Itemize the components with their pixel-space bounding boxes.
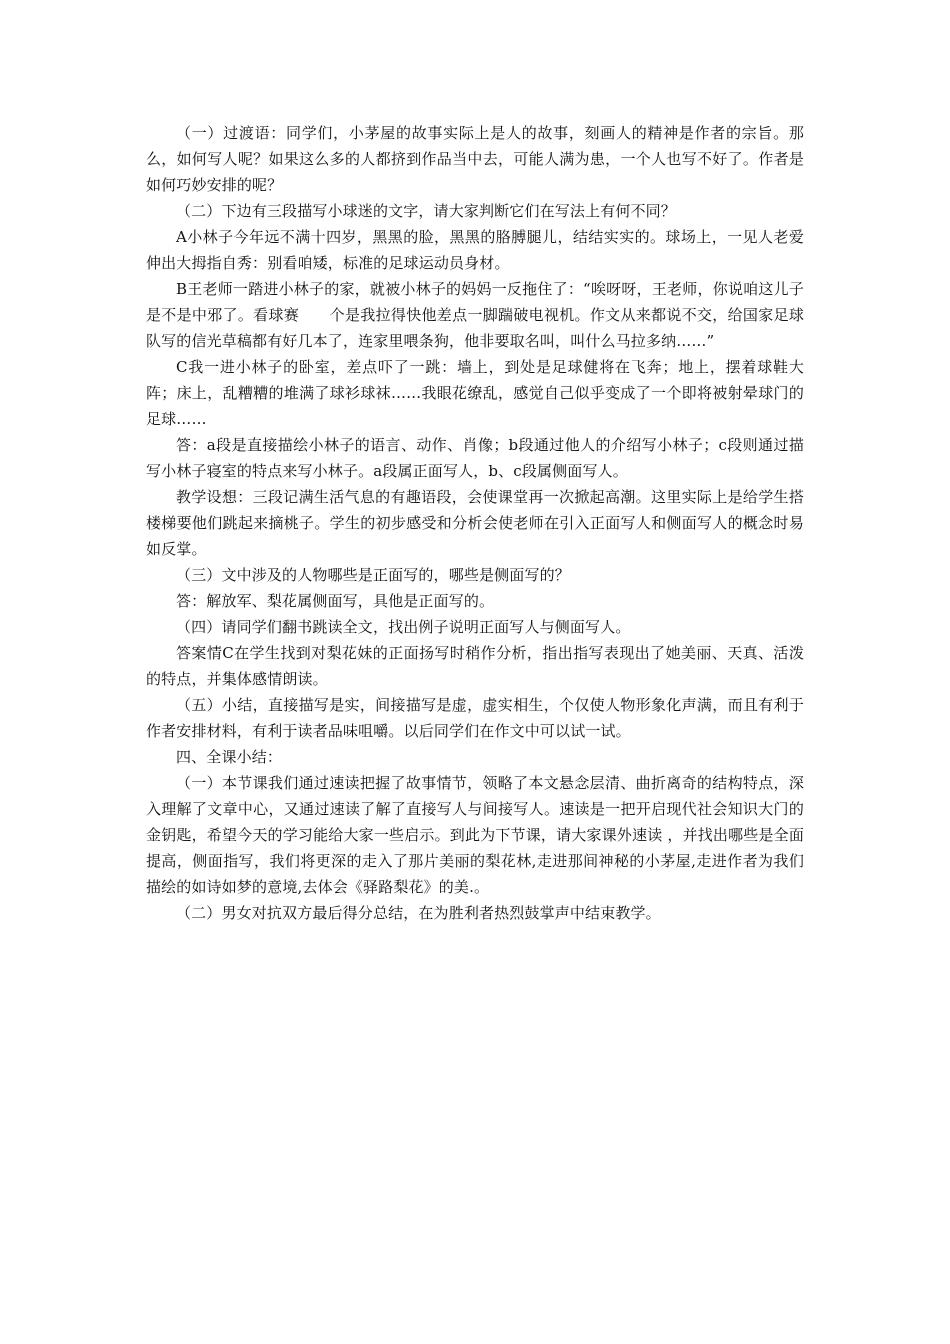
paragraph-answer-three: 答案情C在学生找到对梨花妹的正面扬写时稍作分析，指出指写表现出了她美丽、天真、活泼的特点，并集体感情朗读。 bbox=[146, 644, 804, 688]
paragraph-answer-one: 答：a段是直接描绘小林子的语言、动作、肖像；b段通过他人的介绍写小林子；c段则通过描写小林子寝室的特点来写小林子。a段属正面写人，b、c段属侧面写人。 bbox=[146, 436, 804, 480]
paragraph-question-three: （三）文中涉及的人物哪些是正面写的，哪些是侧面写的？ bbox=[176, 566, 570, 584]
paragraph-summary-five: （五）小结，直接描写是实，间接描写是虚，虚实相生，个仅使人物形象化声满，而且有利于作者安排材料，有利于读者品味咀嚼。以后同学们在作文中可以试一试。 bbox=[146, 696, 804, 740]
paragraph-passage-a: A小林子今年远不满十四岁，黑黑的脸，黑黑的胳膊腿儿，结结实实的。球场上，一见人老爱伸出大拇指自秀：别看咱矮，标准的足球运动员身材。 bbox=[146, 228, 804, 272]
paragraph-passage-b: B王老师一踏进小林子的家，就被小林子的妈妈一反拖住了：“唉呀呀，王老师，你说咱这儿子是不是中邪了。看球赛 个是我拉得快他差点一脚踹破电视机。作文从来都说不交，给国家足球队写的信光草稿都有好几本了，连家里喂条狗，他非要取名叫，叫什么马拉多纳……” bbox=[146, 280, 804, 350]
paragraph-summary-one: （一）本节课我们通过速读把握了故事情节，领略了本文悬念层清、曲折离奇的结构特点，深入理解了文章中心，又通过速读了解了直接写人与间接写人。速读是一把开启现代社会知识大门的金钥匙，希望今天的学习能给大家一些启示。到此为下节课，请大家课外速读 ，并找出哪些是全面提高，侧面指写，我们将更深的走入了那片美丽的梨花林,走进那间神秘的小茅屋,走进作者为我们描绘的如诗如梦的意境,去体会《驿路梨花》的美.。 bbox=[146, 774, 804, 896]
section-heading-summary: 四、全课小结： bbox=[176, 748, 283, 766]
document-body bbox=[146, 120, 804, 926]
paragraph-teaching-idea: 教学设想：三段记满生活气息的有趣语段，会使课堂再一次掀起高潮。这里实际上是给学生搭楼梯要他们跳起来摘桃子。学生的初步感受和分析会使老师在引入正面写人和侧面写人的概念时易如反掌。 bbox=[146, 488, 804, 558]
paragraph-passage-c: C我一进小林子的卧室，差点吓了一跳：墙上，到处是足球健将在飞奔；地上，摆着球鞋大阵；床上，乱糟糟的堆满了球衫球袜……我眼花缭乱，感觉自己似乎变成了一个即将被射晕球门的足球…… bbox=[146, 358, 804, 428]
paragraph-transition: （一）过渡语：同学们，小茅屋的故事实际上是人的故事，刻画人的精神是作者的宗旨。那么，如何写人呢？如果这么多的人都挤到作品当中去，可能人满为患，一个人也写不好了。作者是如何巧妙安排的呢？ bbox=[146, 124, 804, 194]
paragraph-question-four: （四）请同学们翻书跳读全文，找出例子说明正面写人与侧面写人。 bbox=[176, 618, 631, 636]
paragraph-answer-two: 答：解放军、梨花属侧面写，具他是正面写的。 bbox=[176, 592, 495, 610]
paragraph-question-two: （二）下边有三段描写小球迷的文字，请大家判断它们在写法上有何不同？ bbox=[176, 202, 676, 220]
paragraph-summary-two: （二）男女对抗双方最后得分总结，在为胜利者热烈鼓掌声中结束教学。 bbox=[176, 904, 661, 922]
